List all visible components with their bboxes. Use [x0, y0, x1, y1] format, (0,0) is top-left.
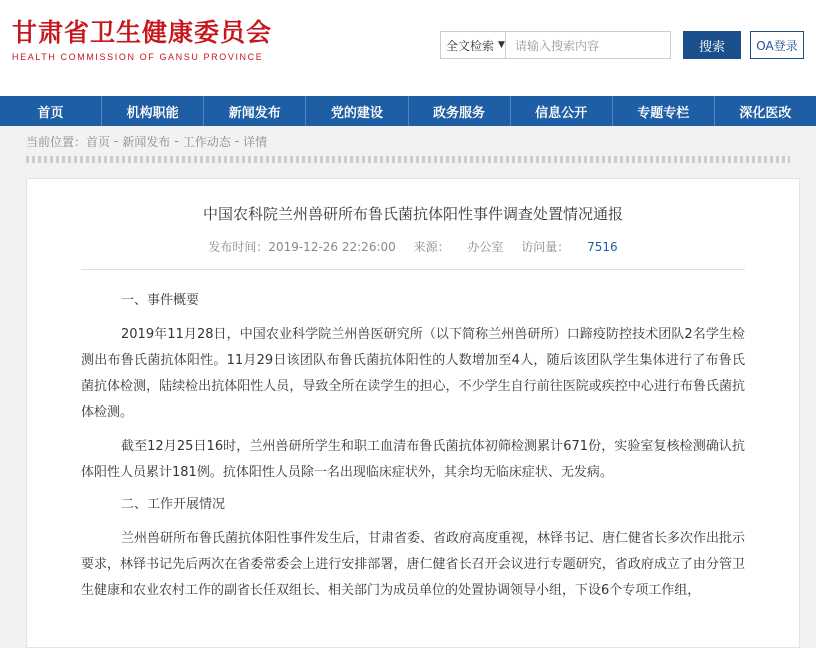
decorative-stripe	[26, 156, 790, 163]
oa-login-button[interactable]: OA登录	[750, 31, 804, 59]
article-paragraph: 兰州兽研所布鲁氏菌抗体阳性事件发生后，甘肃省委、省政府高度重视，林铎书记、唐仁健省长多次作出批示要求，林铎书记先后两次在省委常委会上进行安排部署，唐仁健省长召开会议进行专题研究，省政府成立了由分管卫生健康和农业农村工作的副省长任双组长、相关部门为成员单位的处置协调领导小组，下设6个专项工作组，	[81, 531, 746, 598]
views-label: 访问量：	[521, 240, 570, 254]
nav-item-party[interactable]: 党的建设	[306, 96, 408, 126]
nav-item-home[interactable]: 首页	[0, 96, 102, 126]
article-paragraph: 截至12月25日16时，兰州兽研所学生和职工血清布鲁氏菌抗体初筛检测累计671份，实验室复核检测确认抗体阳性人员累计181例。抗体阳性人员除一名出现临床症状外，其余均无临床症状、无发病。	[81, 439, 745, 480]
site-logo[interactable]	[12, 18, 272, 62]
nav-item-services[interactable]: 政务服务	[409, 96, 511, 126]
section-heading: 一、事件概要	[121, 293, 200, 308]
article-body	[27, 288, 799, 604]
breadcrumb-separator: -	[174, 134, 179, 148]
logo-english: HEALTH COMMISSION OF GANSU PROVINCE	[12, 52, 264, 62]
search-input[interactable]: 请输入搜索内容	[506, 31, 671, 59]
source-value: 办公室	[467, 240, 504, 254]
breadcrumb	[0, 126, 816, 156]
search-button[interactable]: 搜索	[683, 31, 741, 59]
nav-item-news[interactable]: 新闻发布	[204, 96, 306, 126]
breadcrumb-separator: -	[114, 134, 119, 148]
nav-item-topics[interactable]: 专题专栏	[613, 96, 715, 126]
source-label: 来源：	[413, 240, 450, 254]
breadcrumb-label: 当前位置：	[26, 134, 87, 149]
article-container	[26, 178, 800, 648]
main-nav	[0, 96, 816, 126]
breadcrumb-news[interactable]: 新闻发布	[122, 134, 171, 149]
search-scope-value: 全文检索	[446, 38, 495, 53]
breadcrumb-home[interactable]: 首页	[86, 134, 111, 149]
breadcrumb-detail: 详情	[243, 134, 268, 149]
breadcrumb-work[interactable]: 工作动态	[182, 134, 231, 149]
breadcrumb-separator: -	[234, 134, 240, 148]
publish-time: 发布时间：2019-12-26 22:26:00	[208, 240, 396, 254]
dropdown-arrow-icon: ▼	[498, 40, 505, 50]
nav-item-disclosure[interactable]: 信息公开	[511, 96, 613, 126]
search-scope-select[interactable]	[440, 31, 506, 59]
logo-chinese: 甘肃省卫生健康委员会	[12, 18, 273, 47]
views-count: 7516	[587, 240, 618, 254]
nav-item-organization[interactable]: 机构职能	[102, 96, 204, 126]
site-header	[0, 0, 816, 96]
article-meta	[27, 238, 799, 255]
article-paragraph: 2019年11月28日，中国农业科学院兰州兽医研究所（以下简称兰州兽研所）口蹄疫防控技术团队2名学生检测出布鲁氏菌抗体阳性。11月29日该团队布鲁氏菌抗体阳性的人数增加至4人，随后该团队学生集体进行了布鲁氏菌抗体检测，陆续检出抗体阳性人员，导致全所在读学生的担心，不少学生自行前往医院或疾控中心进行布鲁氏菌抗体检测。	[81, 327, 745, 420]
title-divider	[81, 269, 745, 270]
search-area	[440, 31, 804, 59]
article-title: 中国农科院兰州兽研所布鲁氏菌抗体阳性事件调查处置情况通报	[202, 205, 623, 223]
section-heading: 二、工作开展情况	[121, 497, 226, 512]
nav-item-reform[interactable]: 深化医改	[739, 105, 792, 121]
